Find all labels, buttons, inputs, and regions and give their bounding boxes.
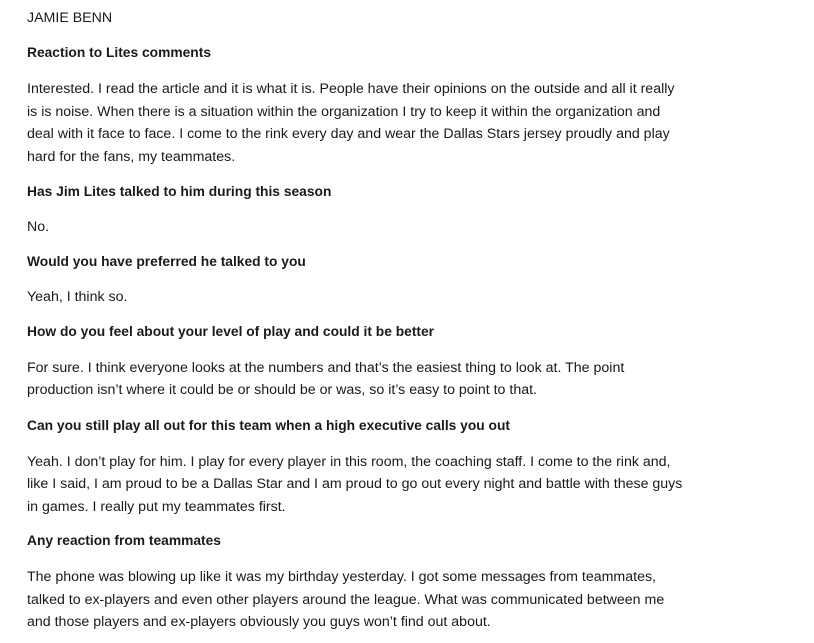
section-heading: Any reaction from teammates [27,533,221,548]
paragraph-line: Yeah. I don’t play for him. I play for every player in this room, the coaching staff. I come to the rink and, [27,454,671,470]
paragraph-line: production isn’t where it could be or should be or was, so it’s easy to point to that. [27,382,537,398]
paragraph-line: The phone was blowing up like it was my birthday yesterday. I got some messages from teammates, [27,569,656,585]
section-heading: Would you have preferred he talked to you [27,254,306,269]
paragraph-line: and those players and ex-players obviously you guys won’t find out about. [27,614,491,630]
paragraph-line: in games. I really put my teammates first. [27,499,286,515]
paragraph-line: deal with it face to face. I come to the rink every day and wear the Dallas Stars jersey proudly and play [27,126,670,142]
paragraph-line: No. [27,219,50,235]
document-title: JAMIE BENN [27,10,113,26]
paragraph-line: For sure. I think everyone looks at the numbers and that’s the easiest thing to look at. The point [27,360,625,376]
paragraph-line: Interested. I read the article and it is what it is. People have their opinions on the outside and all it really [27,81,675,97]
section-heading: Has Jim Lites talked to him during this season [27,184,332,199]
paragraph-line: Yeah, I think so. [27,289,128,305]
paragraph-line: is is noise. When there is a situation within the organization I try to keep it within the organization and [27,104,661,120]
paragraph-line: hard for the fans, my teammates. [27,149,236,165]
paragraph-line: talked to ex-players and even other players around the league. What was communicated between me [27,592,665,608]
section-heading: Can you still play all out for this team when a high executive calls you out [27,418,510,433]
section-heading: Reaction to Lites comments [27,45,211,60]
paragraph-line: like I said, I am proud to be a Dallas Star and I am proud to go out every night and battle with these guys [27,476,683,492]
section-heading: How do you feel about your level of play and could it be better [27,324,435,339]
